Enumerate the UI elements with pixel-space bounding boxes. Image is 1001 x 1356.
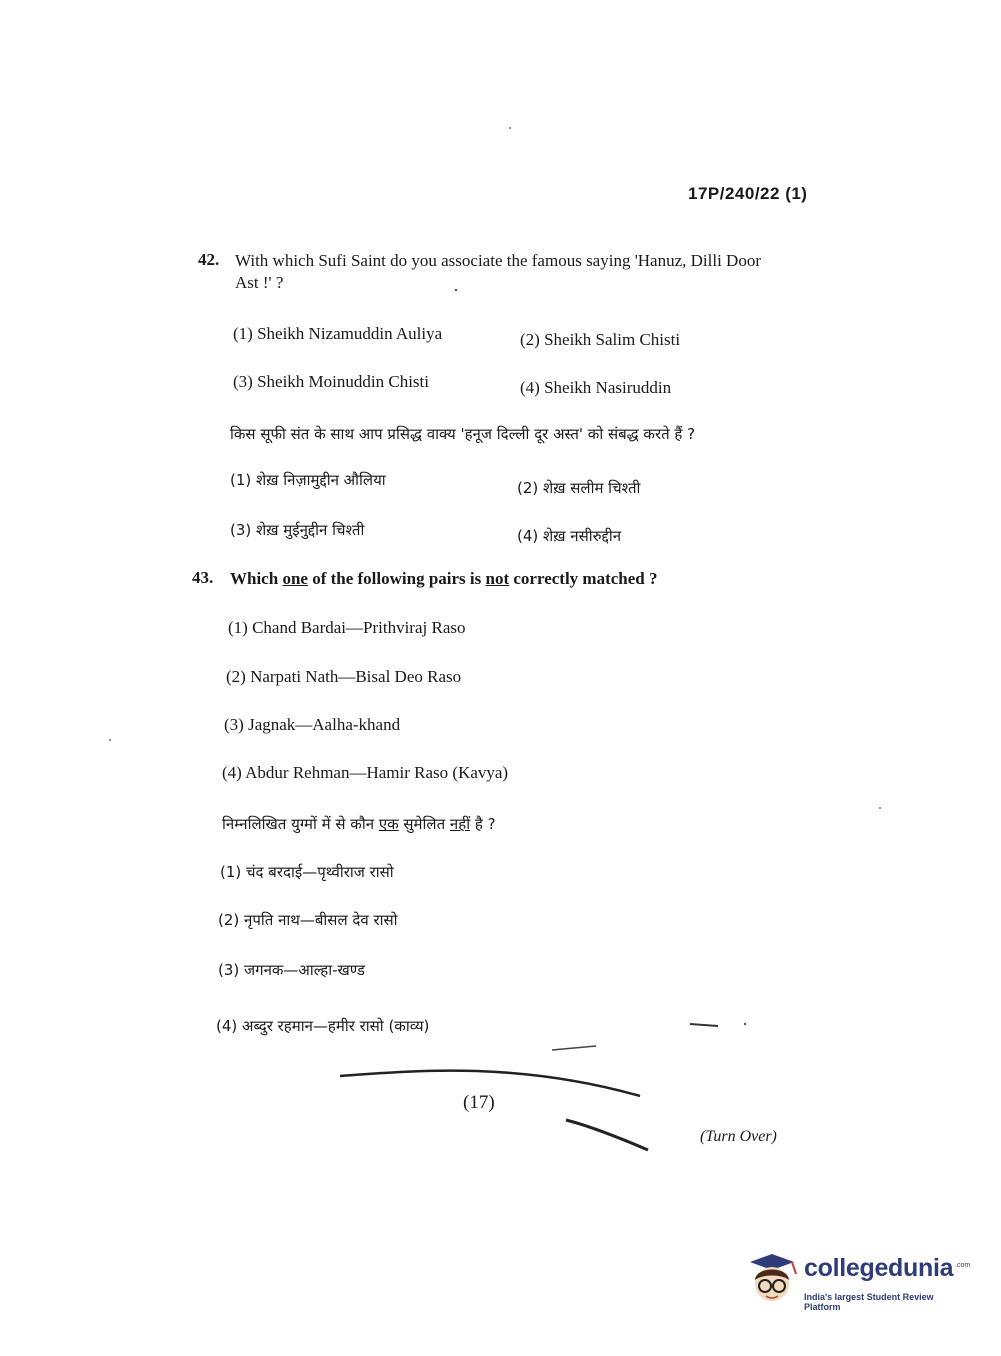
question-42-line1: With which Sufi Saint do you associate the famous saying 'Hanuz, Dilli Door [235, 251, 761, 270]
collegedunia-watermark [742, 1248, 972, 1310]
q42-option-2: (2) Sheikh Salim Chisti [520, 330, 681, 349]
pen-stroke-4 [690, 1024, 718, 1026]
scan-speck [509, 127, 511, 129]
scan-speck [879, 807, 881, 809]
q43-text-part3: correctly matched ? [509, 569, 658, 588]
q43-hindi-part3: है ? [470, 815, 496, 833]
q42-hindi-option-3: (3) शेख़ मुईनुद्दीन चिश्ती [230, 521, 365, 539]
q43-option-4: (4) Abdur Rehman—Hamir Raso (Kavya) [222, 763, 509, 782]
q43-text-not: not [485, 569, 510, 588]
scan-speck [455, 289, 457, 291]
q43-hindi-part1: निम्नलिखित युग्मों में से कौन [222, 815, 379, 833]
q42-option-4: (4) Sheikh Nasiruddin [520, 378, 672, 397]
q42-hindi-option-4: (4) शेख़ नसीरुद्दीन [517, 527, 622, 545]
q43-hindi-option-3: (3) जगनक—आल्हा-खण्ड [218, 961, 365, 979]
q43-text-one: one [282, 569, 308, 588]
question-42-line2: Ast !' ? [235, 273, 284, 292]
q43-hindi-option-2: (2) नृपति नाथ—बीसल देव रासो [218, 911, 398, 929]
q42-hindi-option-1: (1) शेख़ निज़ामुद्दीन औलिया [230, 471, 386, 489]
pen-stroke-2 [566, 1120, 648, 1150]
turn-over-note: (Turn Over) [700, 1128, 777, 1145]
q42-option-3: (3) Sheikh Moinuddin Chisti [233, 372, 429, 391]
q43-hindi-option-1: (1) चंद बरदाई—पृथ्वीराज रासो [220, 863, 394, 881]
q43-hindi-part2: सुमेलित [398, 815, 450, 833]
page-number: (17) [463, 1092, 495, 1113]
q43-option-1: (1) Chand Bardai—Prithviraj Raso [228, 618, 466, 637]
pen-stroke-3 [552, 1046, 596, 1050]
q43-option-2: (2) Narpati Nath—Bisal Deo Raso [226, 667, 462, 686]
paper-code: 17P/240/22 (1) [688, 184, 808, 203]
q43-option-3: (3) Jagnak—Aalha-khand [224, 715, 401, 734]
brand-tagline: India's largest Student Review Platform [804, 1292, 934, 1312]
question-42-number: 42. [198, 250, 220, 269]
scan-speck [109, 739, 111, 741]
brand-name: collegedunia [804, 1254, 954, 1282]
scan-speck [744, 1023, 746, 1025]
brand-domain-suffix: .com [955, 1262, 971, 1269]
q43-text-part2: of the following pairs is [307, 569, 486, 588]
q43-hindi-not: नहीं [449, 815, 471, 833]
student-mascot-icon [742, 1248, 802, 1310]
q43-hindi-one: एक [378, 815, 399, 833]
q42-hindi-question: किस सूफी संत के साथ आप प्रसिद्ध वाक्य 'हनूज दिल्ली दूर अस्त' को संबद्ध करते हैं ? [230, 425, 696, 443]
q42-option-1: (1) Sheikh Nizamuddin Auliya [233, 324, 443, 343]
q43-text-part1: Which [230, 569, 283, 588]
question-43-number: 43. [192, 568, 214, 587]
q42-hindi-option-2: (2) शेख़ सलीम चिश्ती [517, 479, 641, 497]
q43-hindi-option-4: (4) अब्दुर रहमान—हमीर रासो (काव्य) [216, 1017, 430, 1035]
